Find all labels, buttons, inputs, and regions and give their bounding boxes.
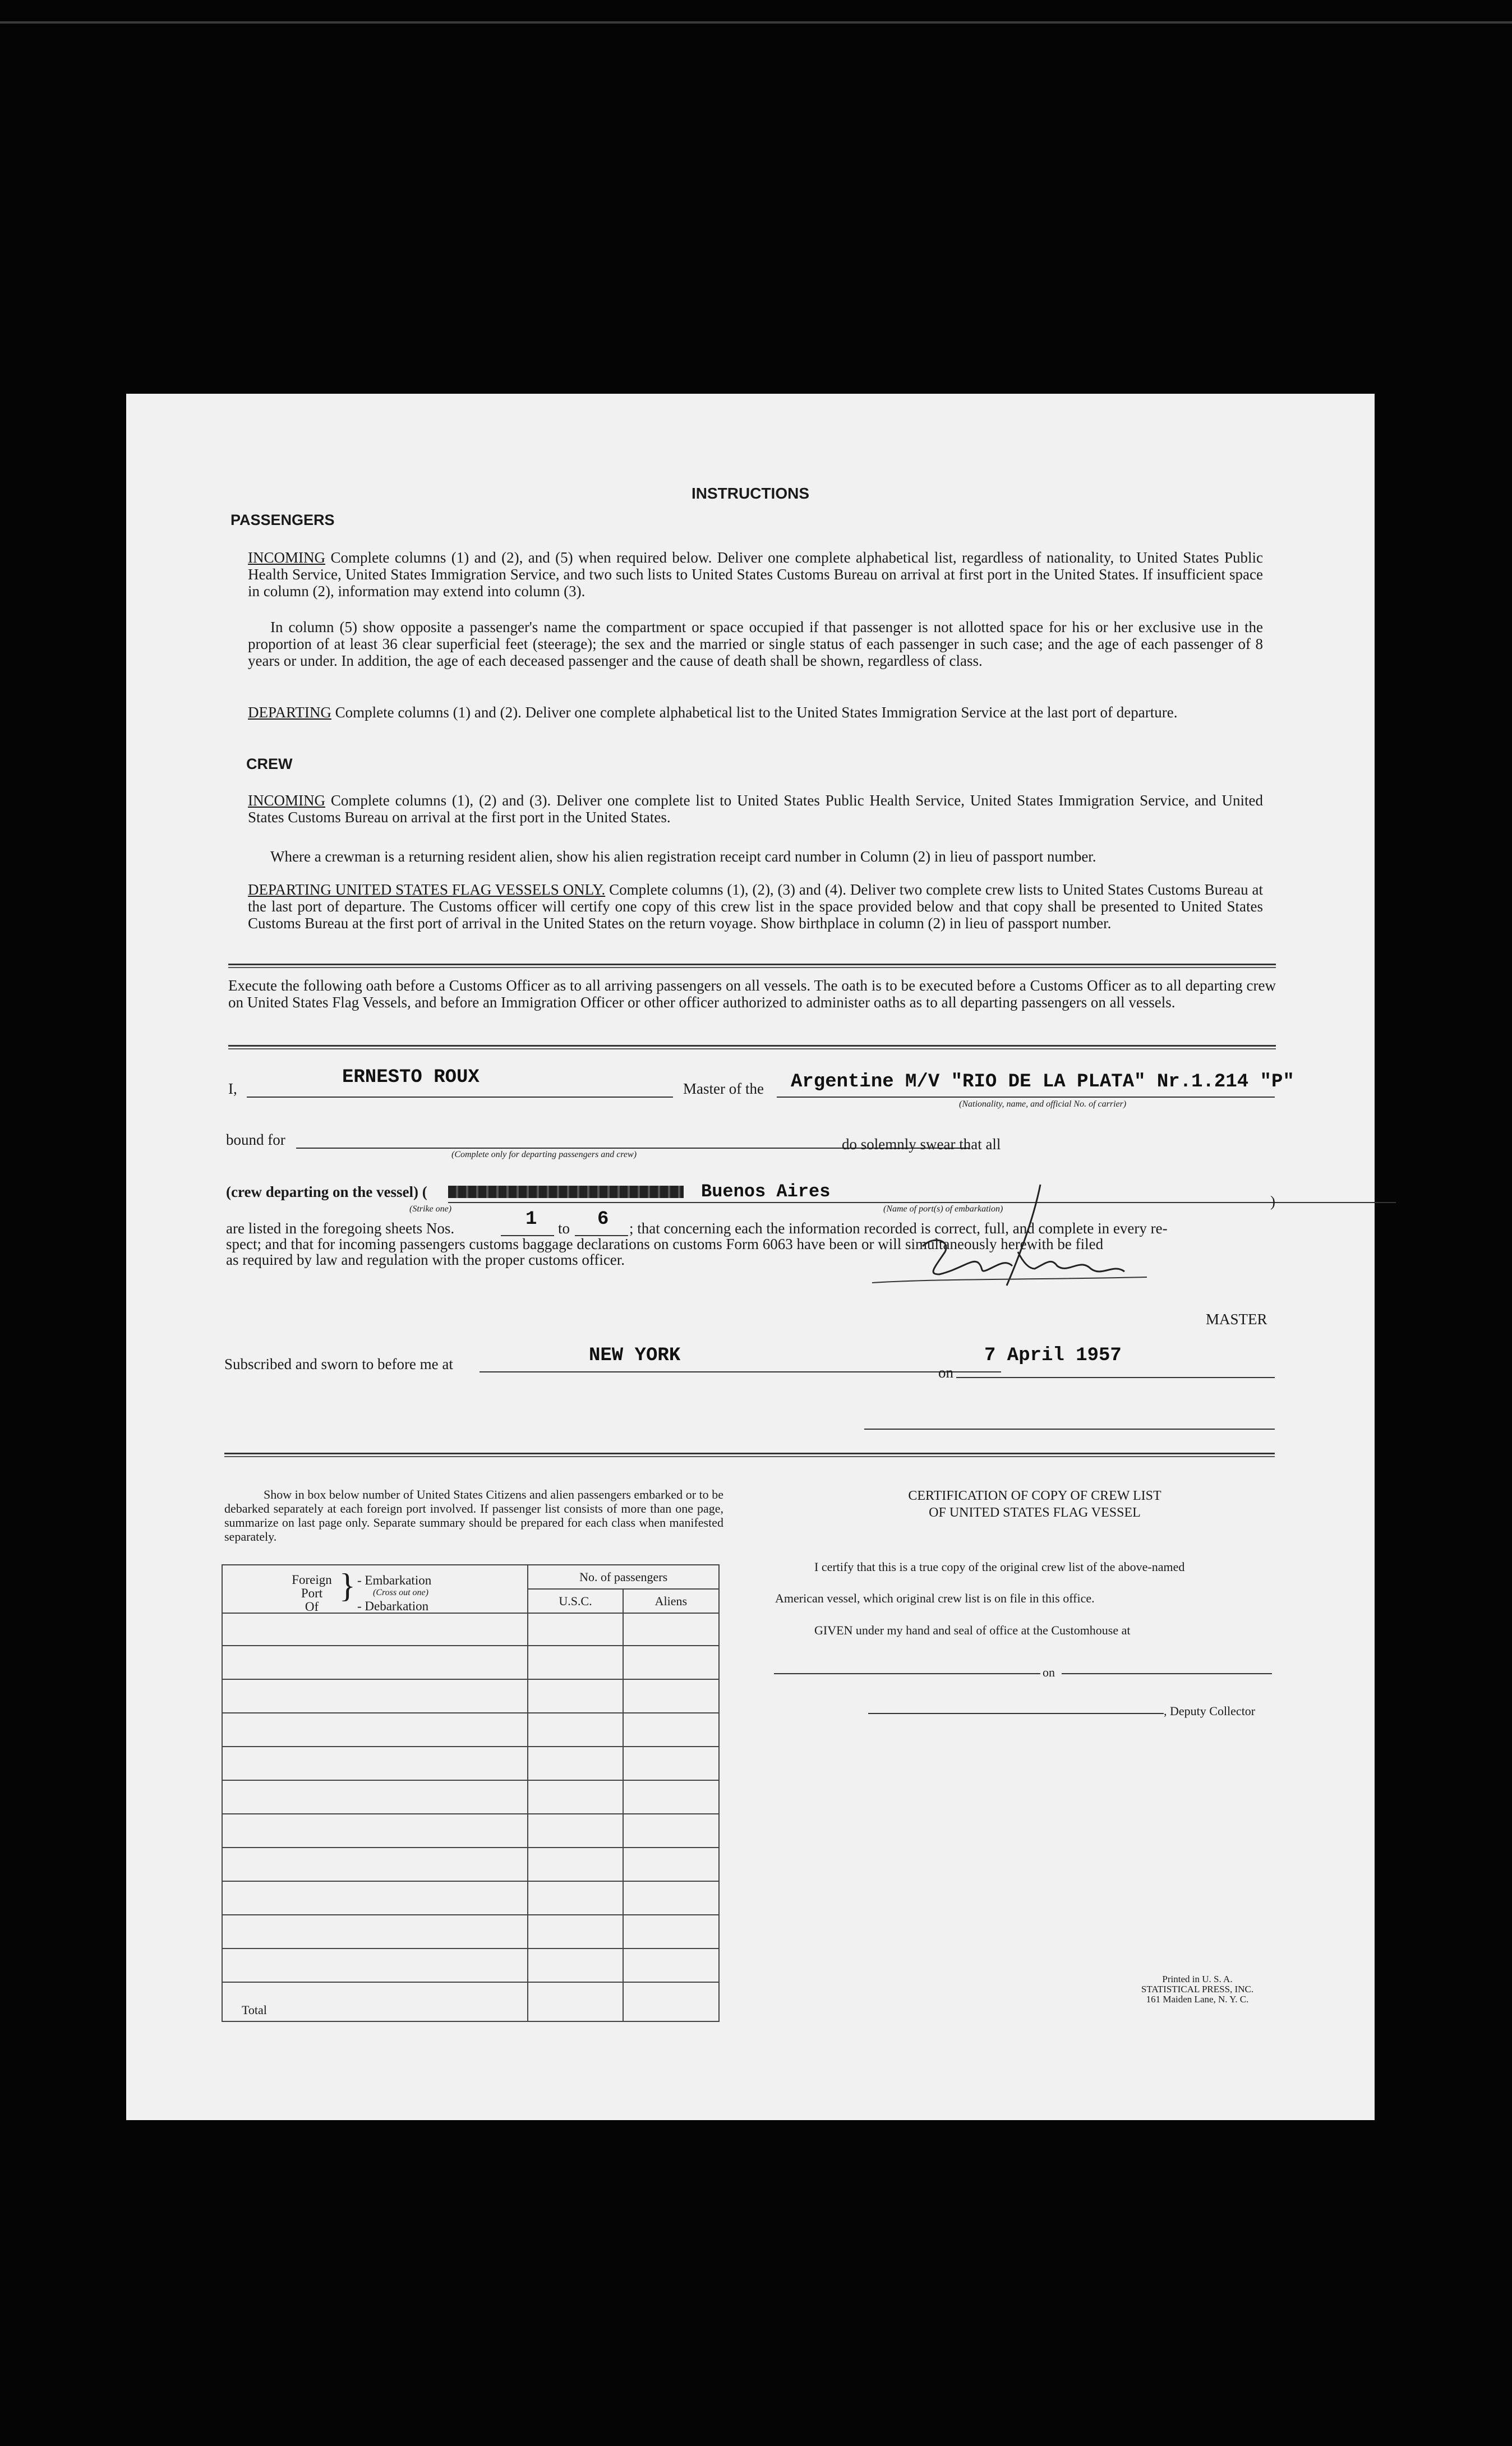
passengers-incoming-label: INCOMING [248, 549, 325, 566]
printer-line-1: Printed in U. S. A. [1162, 1974, 1233, 1984]
table-row [222, 1679, 719, 1713]
table-row [222, 1780, 719, 1814]
embarkation-label: - Embarkation [357, 1573, 432, 1587]
aliens-cell[interactable] [623, 1646, 719, 1679]
crew-incoming-text: Complete columns (1), (2) and (3). Deliver one complete list to United States Public Health Service, United States Immigration Service, and United States Customs Bureau on arrival at the first port in the United States. [248, 792, 1263, 826]
port-cell[interactable] [222, 1679, 528, 1713]
usc-cell[interactable] [528, 1713, 623, 1747]
of-label: Of [305, 1600, 319, 1614]
listed-label: are listed in the foregoing sheets Nos. [226, 1220, 455, 1237]
port-cell[interactable] [222, 1747, 528, 1780]
total-aliens-cell[interactable] [623, 1982, 719, 2021]
port-label: Port [301, 1586, 323, 1600]
port-cell[interactable] [222, 1713, 528, 1747]
oath-intro: Execute the following oath before a Customs Officer as to all arriving passengers on all vessels. The oath is to be executed before a Customs Officer as to all departing crew on United States Flag Vessels, and before an Immigration Officer or other officer authorized to administer oaths as to all departing passengers on all vessels. [228, 977, 1276, 1011]
subscribed-label: Subscribed and sworn to before me at [224, 1356, 453, 1372]
oath-i-label: I, [228, 1080, 237, 1097]
lower-divider [224, 1453, 1275, 1457]
debarkation-label: - Debarkation [357, 1599, 429, 1613]
aliens-cell[interactable] [623, 1613, 719, 1646]
usc-cell[interactable] [528, 1679, 623, 1713]
listed-text-1: ; that concerning each the information recorded is correct, full, and complete in every re- [629, 1220, 1168, 1237]
certification-title [866, 1487, 1203, 1521]
struck-out-text [448, 1186, 684, 1198]
aliens-cell[interactable] [623, 1747, 719, 1780]
port-caption: (Name of port(s) of embarkation) [883, 1204, 1003, 1214]
master-of-label: Master of the [683, 1080, 764, 1097]
passengers-incoming-text: Complete columns (1) and (2), and (5) when required below. Deliver one complete alphabetical list, regardless of nationality, to United States Public Health Service, United States Immigration Service, and two such lists to United States Customs Bureau on arrival at first port in the United States. If insufficient space in column (2), information may extend into column (3). [248, 549, 1263, 600]
certification-text-1: I certify that this is a true copy of the original crew list of the above-named [814, 1560, 1185, 1574]
master-name: ERNESTO ROUX [342, 1067, 480, 1088]
foreign-label: Foreign [292, 1573, 332, 1587]
certification-text-2: American vessel, which original crew list is on file in this office. [775, 1591, 1095, 1605]
table-row [222, 1747, 719, 1780]
sheet-from: 1 [525, 1209, 537, 1230]
oath-divider [228, 1045, 1276, 1049]
no-passengers-header: No. of passengers [528, 1565, 719, 1589]
aliens-cell[interactable] [623, 1948, 719, 1982]
aliens-cell[interactable] [623, 1915, 719, 1948]
strike-caption: (Strike one) [409, 1204, 452, 1214]
certification-on-label: on [1043, 1665, 1055, 1679]
foreign-port-label [287, 1573, 337, 1614]
table-row [222, 1848, 719, 1881]
table-row [222, 1948, 719, 1982]
port-cell[interactable] [222, 1646, 528, 1679]
brace-icon: } [339, 1567, 356, 1604]
customhouse-line [774, 1673, 1040, 1674]
table-row [222, 1881, 719, 1915]
crew-departing-label: DEPARTING UNITED STATES FLAG VESSELS ONLY. [248, 881, 606, 898]
crew-title: CREW [246, 756, 293, 772]
usc-cell[interactable] [528, 1814, 623, 1848]
master-name-line [247, 1097, 673, 1098]
embarkation-port: Buenos Aires [701, 1181, 831, 1202]
listed-text-3: as required by law and regulation with the proper customs officer. [226, 1251, 625, 1268]
swear-text: do solemnly swear that all [842, 1136, 1001, 1153]
total-label: Total [222, 1982, 528, 2021]
usc-cell[interactable] [528, 1780, 623, 1814]
usc-cell[interactable] [528, 1915, 623, 1948]
passengers-departing-paragraph [248, 704, 1263, 721]
summary-instructions: Show in box below number of United States Citizens and alien passengers embarked or to be debarked separately at each foreign port involved. If passenger list consists of more than one page, summarize on last page only. Separate summary should be prepared for each class when manifested separately. [224, 1487, 723, 1544]
document-page [126, 394, 1375, 2120]
on-label: on [938, 1364, 953, 1381]
sworn-date: 7 April 1957 [984, 1345, 1122, 1366]
sworn-place: NEW YORK [589, 1345, 681, 1366]
crew-departing-paragraph [248, 881, 1263, 932]
port-cell[interactable] [222, 1814, 528, 1848]
port-cell[interactable] [222, 1881, 528, 1915]
passengers-column5-paragraph: In column (5) show opposite a passenger's name the compartment or space occupied if that passenger is not allotted space for his or her exclusive use in the proportion of at least 36 clear superficial feet (steerage); the sex and the married or single status of each passenger in such case; and the age of each passenger of 8 years or under. In addition, the age of each deceased passenger and the cause of death shall be shown, regardless of class. [248, 619, 1263, 669]
usc-cell[interactable] [528, 1747, 623, 1780]
film-edge-line [0, 21, 1512, 24]
officer-signature-line [864, 1429, 1275, 1430]
deputy-collector-line [868, 1713, 1164, 1714]
usc-cell[interactable] [528, 1613, 623, 1646]
certification-text-3: GIVEN under my hand and seal of office at the Customhouse at [814, 1623, 1131, 1637]
certification-date-line [1062, 1673, 1272, 1674]
certification-title-1: CERTIFICATION OF COPY OF CREW LIST [908, 1489, 1161, 1503]
port-header-cell [222, 1565, 528, 1613]
sheet-to: 6 [597, 1209, 609, 1230]
crew-resident-paragraph: Where a crewman is a returning resident alien, show his alien registration receipt card number in Column (2) in lieu of passport number. [270, 848, 1096, 865]
port-cell[interactable] [222, 1780, 528, 1814]
passengers-title: PASSENGERS [231, 512, 335, 528]
vessel-line [777, 1097, 1275, 1098]
passengers-departing-label: DEPARTING [248, 704, 331, 721]
aliens-cell[interactable] [623, 1780, 719, 1814]
port-cell[interactable] [222, 1915, 528, 1948]
port-cell[interactable] [222, 1848, 528, 1881]
crew-incoming-label: INCOMING [248, 792, 325, 809]
usc-cell[interactable] [528, 1881, 623, 1915]
sworn-date-line [956, 1377, 1275, 1378]
vessel-caption: (Nationality, name, and official No. of carrier) [959, 1099, 1127, 1109]
passengers-incoming-paragraph [248, 549, 1263, 600]
listed-text-2: spect; and that for incoming passengers customs baggage declarations on customs Form 6063 have been or will simultaneously herewith be filed [226, 1236, 1104, 1252]
aliens-header: Aliens [623, 1589, 719, 1613]
total-usc-cell[interactable] [528, 1982, 623, 2021]
crew-incoming-paragraph [248, 792, 1263, 826]
bound-for-label: bound for [226, 1131, 285, 1148]
certification-title-2: OF UNITED STATES FLAG VESSEL [929, 1505, 1141, 1520]
table-row [222, 1915, 719, 1948]
close-paren: ) [1270, 1193, 1275, 1210]
sworn-place-line [480, 1371, 1001, 1372]
printer-line-3: 161 Maiden Lane, N. Y. C. [1146, 1994, 1249, 2005]
master-label: MASTER [1206, 1311, 1267, 1328]
aliens-cell[interactable] [623, 1713, 719, 1747]
table-row [222, 1713, 719, 1747]
usc-header: U.S.C. [528, 1589, 623, 1613]
vessel-name: Argentine M/V "RIO DE LA PLATA" Nr.1.214 "P" [791, 1071, 1294, 1093]
passengers-departing-text: Complete columns (1) and (2). Deliver one complete alphabetical list to the United States Immigration Service at the last port of departure. [335, 704, 1178, 721]
master-signature [866, 1179, 1158, 1297]
port-cell[interactable] [222, 1613, 528, 1646]
cross-out-label: (Cross out one) [373, 1588, 428, 1597]
table-row [222, 1646, 719, 1679]
table-row [222, 1814, 719, 1848]
page-heading: INSTRUCTIONS [692, 485, 809, 502]
usc-cell[interactable] [528, 1848, 623, 1881]
deputy-collector-label: , Deputy Collector [1164, 1704, 1256, 1718]
usc-cell[interactable] [528, 1948, 623, 1982]
table-row [222, 1613, 719, 1646]
port-cell[interactable] [222, 1948, 528, 1982]
printer-line-2: STATISTICAL PRESS, INC. [1141, 1984, 1254, 1994]
aliens-cell[interactable] [623, 1881, 719, 1915]
passenger-summary-table [222, 1564, 720, 2022]
total-row [222, 1982, 719, 2021]
printer-mark [1102, 1974, 1293, 2005]
to-label: to [558, 1220, 570, 1237]
usc-cell[interactable] [528, 1646, 623, 1679]
crew-departing-label: (crew departing on the vessel) ( [226, 1183, 427, 1200]
aliens-cell[interactable] [623, 1679, 719, 1713]
crew-departing-text: Complete columns (1), (2), (3) and (4). Deliver two complete crew lists to United States Customs Bureau at the last port of departure. The Customs officer will certify one copy of this crew list in the space provided below and that copy shall be presented to United States Customs Bureau at the first port of arrival in the United States on the return voyage. Show birthplace in column (2) in lieu of passport number. [248, 881, 1264, 932]
aliens-cell[interactable] [623, 1848, 719, 1881]
aliens-cell[interactable] [623, 1814, 719, 1848]
section-divider [228, 964, 1276, 968]
bound-caption: (Complete only for departing passengers and crew) [451, 1150, 637, 1159]
